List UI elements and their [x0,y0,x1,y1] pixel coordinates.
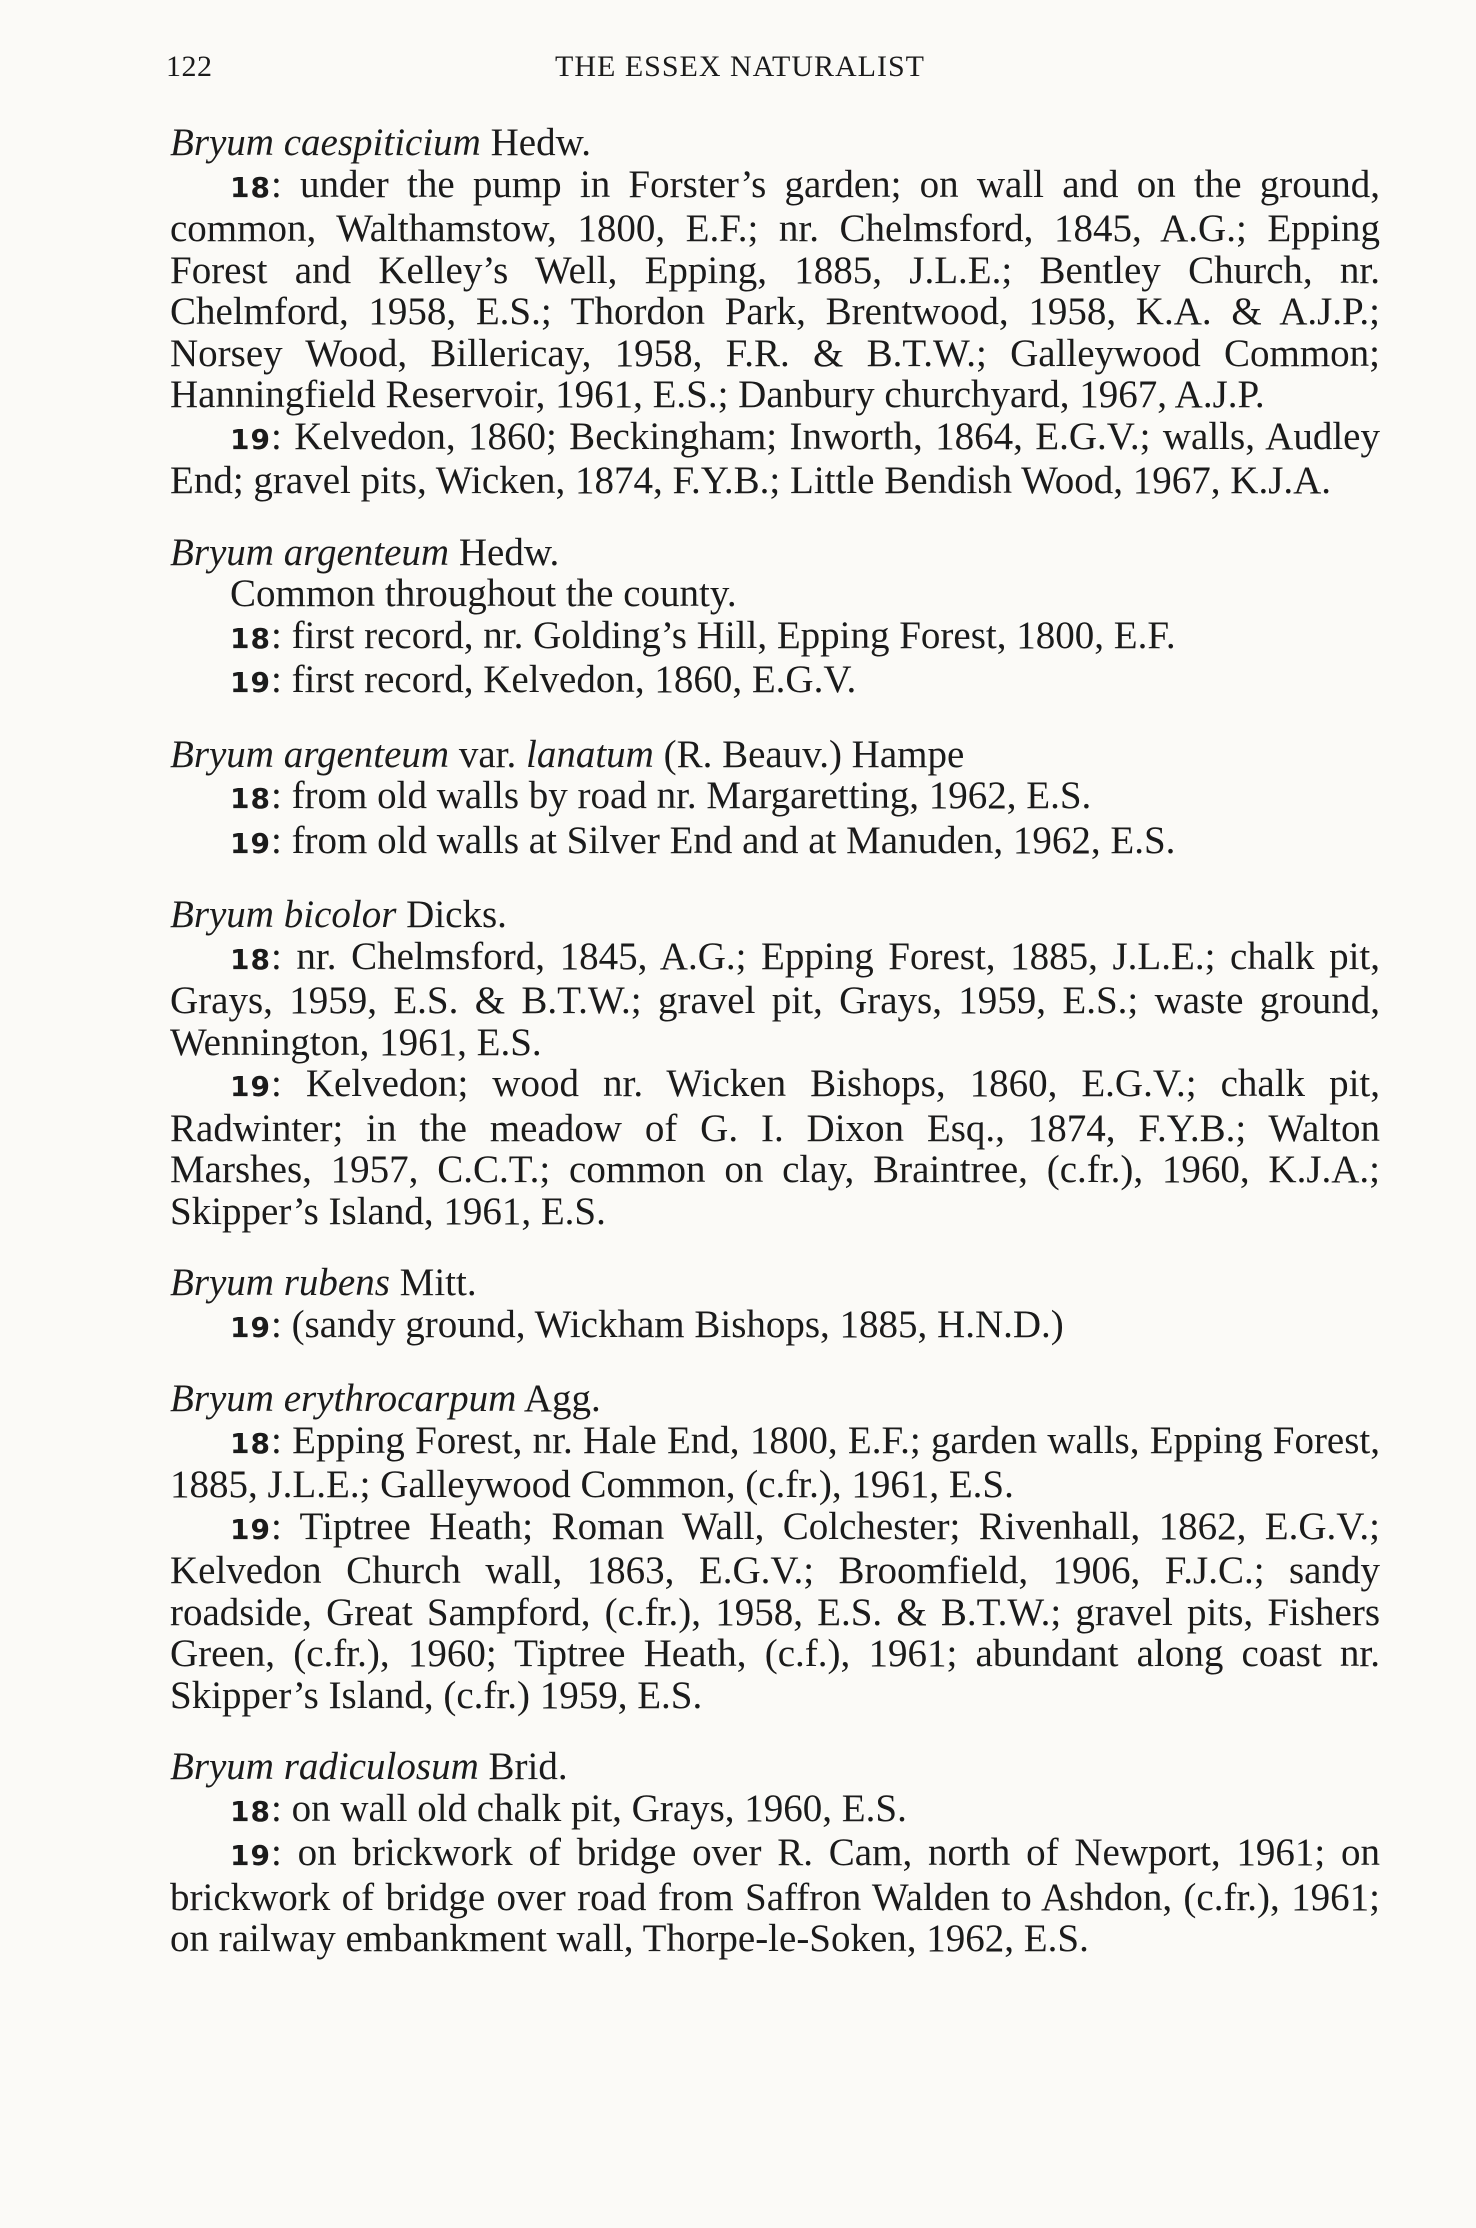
genus-name: Bryum [170,1377,274,1420]
record-text: from old walls at Silver End and at Manuden, 1962, E.S. [291,818,1176,862]
record-paragraph: 18: first record, nr. Golding’s Hill, Epping Forest, 1800, E.F. [230,613,1176,657]
species-entry [170,532,1380,704]
variety-label: var. [458,732,517,776]
record-text: Kelvedon, 1860; Beckingham; Inworth, 1864, E.G.V.; walls, Audley End; gravel pits, Wicken, 1874, F.Y.B.; Little Bendish Wood, 1967, K.J.A. [170,414,1380,502]
species-epithet: argenteum [283,732,450,776]
record-paragraph [170,573,1380,615]
record-paragraph: 19: first record, Kelvedon, 1860, E.G.V. [230,658,857,701]
record-paragraph: 19: Tiptree Heath; Roman Wall, Colchester; Rivenhall, 1862, E.G.V.; Kelvedon Church wall, 1863, E.G.V.; Broomfield, 1906, F.J.C.; sandy roadside, Great Sampford, (c.fr.), 1958, E.S. & B.T.W.; gravel pits, Fishers Green, (c.fr.), 1960; Tiptree Heath, (c.f.), 1961; abundant along coast nr. Skipper’s Island, (c.fr.) 1959, E.S. [170,1504,1380,1717]
record-paragraph: 18: under the pump in Forster’s garden; on wall and on the ground, common, Walthamstow, 1800, E.F.; nr. Chelmsford, 1845, A.G.; Epping Forest and Kelley’s Well, Epping, 1885, J.L.E.; Bentley Church, nr. Chelmford, 1958, E.S.; Thordon Park, Brentwood, 1958, K.A. & A.J.P.; Norsey Wood, Billericay, 1958, F.R. & B.T.W.; Galleywood Common; Hanningfield Reservoir, 1961, E.S.; Danbury churchyard, 1967, A.J.P. [170,162,1380,416]
species-name [170,122,1380,164]
species-entry [170,894,1380,1232]
species-entry [170,122,1380,502]
record-paragraph: 19: Kelvedon; wood nr. Wicken Bishops, 1860, E.G.V.; chalk pit, Radwinter; in the meadow of G. I. Dixon Esq., 1874, F.Y.B.; Walton Marshes, 1957, C.C.T.; common on clay, Braintree, (c.fr.), 1960, K.J.A.; Skipper’s Island, 1961, E.S. [170,1062,1380,1233]
genus-name: Bryum [170,530,274,574]
genus-name: Bryum [170,893,274,936]
genus-name: Bryum [170,1261,274,1304]
genus-name: Bryum [170,121,274,164]
record-paragraph: 19: Kelvedon, 1860; Beckingham; Inworth, 1864, E.G.V.; walls, Audley End; gravel pits, Wicken, 1874, F.Y.B.; Little Bendish Wood, 1967, K.J.A. [170,414,1380,502]
genus-name: Bryum [170,732,274,776]
century-marker: 19 [230,1512,271,1546]
record-paragraph: 18: Epping Forest, nr. Hale End, 1800, E.F.; garden walls, Epping Forest, 1885, J.L.E.; Galleywood Common, (c.fr.), 1961, E.S. [170,1418,1380,1506]
record-text: first record, nr. Golding’s Hill, Epping Forest, 1800, E.F. [291,613,1176,657]
species-name [170,734,1380,776]
century-marker: 18 [230,621,271,655]
record-text: Kelvedon; wood nr. Wicken Bishops, 1860, E.G.V.; chalk pit, Radwinter; in the meadow of G. I. Dixon Esq., 1874, F.Y.B.; Walton Marshes, 1957, C.C.T.; common on clay, Braintree, (c.fr.), 1960, K.J.A.; Skipper’s Island, 1961, E.S. [170,1062,1380,1233]
species-epithet: caespiticium [283,121,481,164]
record-text: nr. Chelmsford, 1845, A.G.; Epping Forest, 1885, J.L.E.; chalk pit, Grays, 1959, E.S. & B.T.W.; gravel pit, Grays, 1959, E.S.; waste ground, Wennington, 1961, E.S. [170,934,1380,1064]
species-name [170,1746,1380,1788]
authority: Agg. [523,1377,601,1420]
species-epithet: argenteum [283,530,450,574]
authority: (R. Beauv.) Hampe [663,732,965,776]
species-name [170,894,1380,936]
species-epithet: rubens [283,1261,390,1304]
species-name [170,532,1380,574]
species-entry [170,1378,1380,1716]
record-paragraph: 19: from old walls at Silver End and at Manuden, 1962, E.S. [230,818,1176,862]
journal-title: THE ESSEX NATURALIST [555,50,925,83]
species-name [170,1378,1380,1420]
running-head [160,50,1376,90]
century-marker: 18 [230,1794,271,1828]
page-number: 122 [166,50,213,83]
authority: Hedw. [458,530,560,574]
record-text: Tiptree Heath; Roman Wall, Colchester; Rivenhall, 1862, E.G.V.; Kelvedon Church wall, 1863, E.G.V.; Broomfield, 1906, F.J.C.; sandy roadside, Great Sampford, (c.fr.), 1958, E.S. & B.T.W.; gravel pits, Fishers Green, (c.fr.), 1960; Tiptree Heath, (c.f.), 1961; abundant along coast nr. Skipper’s Island, (c.fr.) 1959, E.S. [170,1504,1380,1717]
species-epithet: bicolor [283,893,397,936]
century-marker: 18 [230,1426,271,1460]
variety-name: lanatum [526,732,654,776]
species-entry [170,1746,1380,1960]
genus-name: Bryum [170,1745,274,1788]
record-paragraph: 18: from old walls by road nr. Margaretting, 1962, E.S. [230,774,1092,817]
century-marker: 19 [230,666,271,699]
record-text: on brickwork of bridge over R. Cam, north of Newport, 1961; on brickwork of bridge over road from Saffron Walden to Ashdon, (c.fr.), 1961; on railway embankment wall, Thorpe-le-Soken, 1962, E.S. [170,1831,1380,1960]
century-marker: 18 [230,942,271,976]
authority: Hedw. [490,121,591,164]
century-marker: 18 [230,782,271,815]
century-marker: 18 [230,170,271,204]
record-paragraph: 19: (sandy ground, Wickham Bishops, 1885, H.N.D.) [230,1302,1064,1346]
species-entry [170,1262,1380,1348]
record-text: under the pump in Forster’s garden; on wall and on the ground, common, Walthamstow, 1800, E.F.; nr. Chelmsford, 1845, A.G.; Epping Forest and Kelley’s Well, Epping, 1885, J.L.E.; Bentley Church, nr. Chelmford, 1958, E.S.; Thordon Park, Brentwood, 1958, K.A. & A.J.P.; Norsey Wood, Billericay, 1958, F.R. & B.T.W.; Galleywood Common; Hanningfield Reservoir, 1961, E.S.; Danbury churchyard, 1967, A.J.P. [170,162,1380,416]
species-name [170,1262,1380,1304]
record-paragraph: 18: nr. Chelmsford, 1845, A.G.; Epping Forest, 1885, J.L.E.; chalk pit, Grays, 1959, E.S. & B.T.W.; gravel pit, Grays, 1959, E.S.; waste ground, Wennington, 1961, E.S. [170,934,1380,1064]
century-marker: 19 [230,1070,271,1103]
record-text: from old walls by road nr. Margaretting, 1962, E.S. [291,774,1092,817]
record-text: Common throughout the county. [230,572,737,615]
record-paragraph: 18: on wall old chalk pit, Grays, 1960, E.S. [230,1786,907,1830]
record-text: Epping Forest, nr. Hale End, 1800, E.F.; garden walls, Epping Forest, 1885, J.L.E.; Galleywood Common, (c.fr.), 1961, E.S. [170,1418,1380,1506]
century-marker: 19 [230,1310,271,1344]
species-entry [170,734,1380,865]
authority: Mitt. [399,1261,477,1304]
authority: Brid. [488,1745,568,1788]
record-text: (sandy ground, Wickham Bishops, 1885, H.N.D.) [291,1302,1064,1346]
century-marker: 19 [230,826,271,860]
species-epithet: erythrocarpum [283,1377,517,1420]
record-text: on wall old chalk pit, Grays, 1960, E.S. [291,1786,907,1830]
record-paragraph: 19: on brickwork of bridge over R. Cam, north of Newport, 1961; on brickwork of bridge over road from Saffron Walden to Ashdon, (c.fr.), 1961; on railway embankment wall, Thorpe-le-Soken, 1962, E.S. [170,1831,1380,1960]
authority: Dicks. [406,893,507,936]
species-list [170,122,1380,1990]
century-marker: 19 [230,422,271,456]
record-text: first record, Kelvedon, 1860, E.G.V. [291,658,857,701]
century-marker: 19 [230,1839,271,1872]
species-epithet: radiculosum [283,1745,479,1788]
